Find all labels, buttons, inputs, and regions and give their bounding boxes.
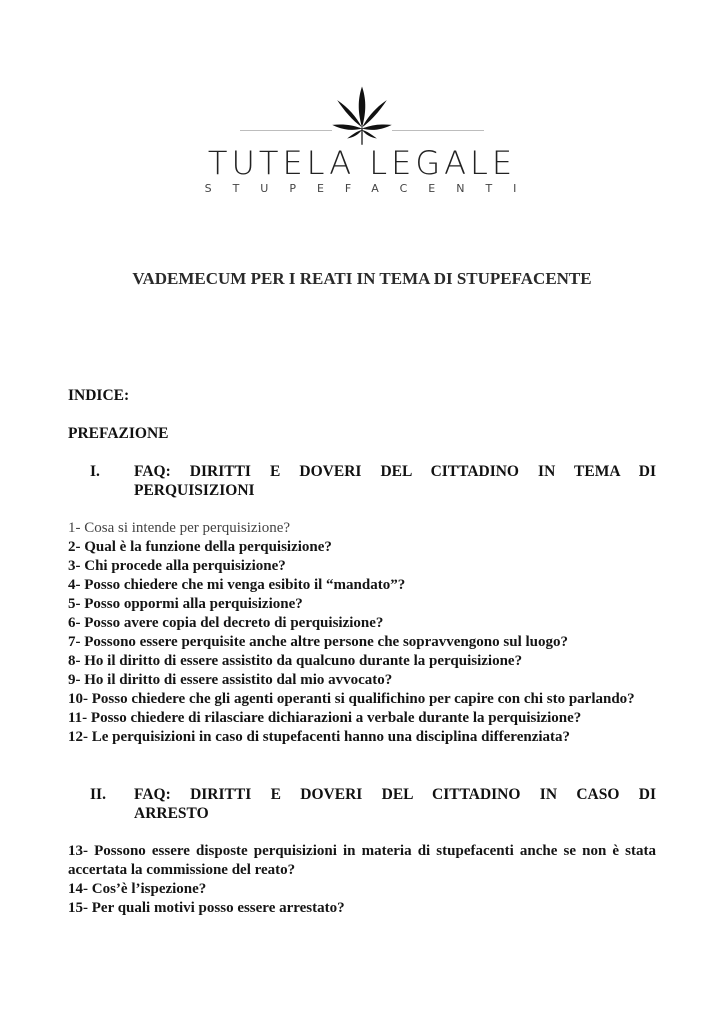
logo-subtitle: STUPEFACENTI — [204, 182, 538, 195]
section-title: FAQ: DIRITTI E DOVERI DEL CITTADINO IN CASO DI ARRESTO — [134, 786, 656, 822]
section-numeral: II. — [90, 786, 106, 803]
list-item: 5- Posso oppormi alla perquisizione? — [68, 596, 303, 612]
list-item: 9- Ho il diritto di essere assistito dal mio avvocato? — [68, 672, 393, 688]
section-title: FAQ: DIRITTI E DOVERI DEL CITTADINO IN TEMA DI PERQUISIZIONI — [134, 463, 656, 499]
document-body — [68, 386, 656, 918]
index-heading: INDICE: — [68, 387, 130, 404]
logo-divider-left — [240, 130, 332, 131]
section-numeral: I. — [90, 463, 100, 480]
section-heading-2 — [68, 785, 656, 823]
list-item: 15- Per quali motivi posso essere arrestato? — [68, 900, 345, 916]
section-heading-1 — [68, 462, 656, 500]
document-title: VADEMECUM PER I REATI IN TEMA DI STUPEFACENTE — [132, 269, 592, 288]
list-item: 10- Posso chiedere che gli agenti operanti si qualifichino per capire con chi sto parlando? — [68, 691, 635, 707]
logo-divider-right — [392, 130, 484, 131]
list-item: 7- Possono essere perquisite anche altre persone che sopravvengono sul luogo? — [68, 634, 569, 650]
cannabis-leaf-icon — [331, 84, 393, 146]
list-item: 3- Chi procede alla perquisizione? — [68, 558, 286, 574]
list-item: 12- Le perquisizioni in caso di stupefacenti hanno una disciplina differenziata? — [68, 729, 571, 745]
logo-title: TUTELA LEGALE — [207, 144, 517, 182]
list-item: 1- Cosa si intende per perquisizione? — [68, 520, 291, 536]
list-item: 13- Possono essere disposte perquisizioni in materia di stupefacenti anche se non è stata accertata la commissione del reato? — [68, 843, 656, 878]
list-item: 6- Posso avere copia del decreto di perquisizione? — [68, 615, 384, 631]
list-item: 2- Qual è la funzione della perquisizione? — [68, 539, 332, 555]
logo — [0, 80, 724, 200]
question-list-1 — [68, 519, 656, 747]
question-list-2 — [68, 842, 656, 918]
list-item: 8- Ho il diritto di essere assistito da qualcuno durante la perquisizione? — [68, 653, 523, 669]
list-item: 4- Posso chiedere che mi venga esibito il “mandato”? — [68, 577, 406, 593]
list-item: 11- Posso chiedere di rilasciare dichiarazioni a verbale durante la perquisizione? — [68, 710, 582, 726]
preface-heading: PREFAZIONE — [68, 425, 169, 442]
list-item: 14- Cos’è l’ispezione? — [68, 881, 207, 897]
